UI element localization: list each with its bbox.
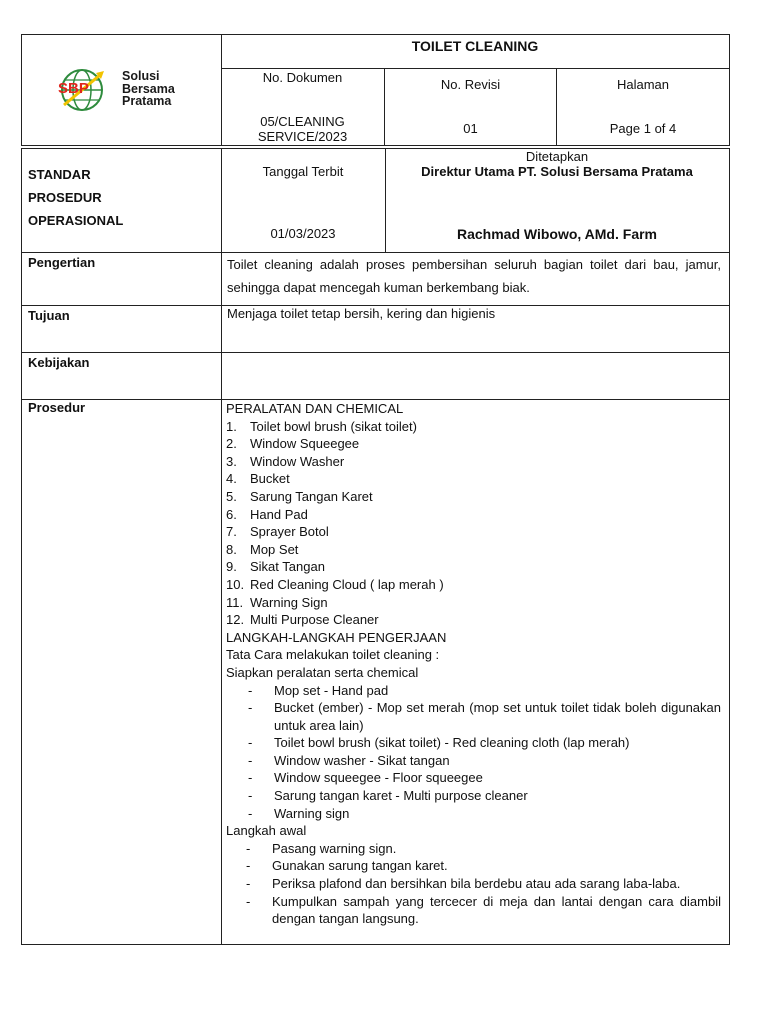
list-item: 2. Window Squeegee	[226, 436, 360, 452]
siapkan-text: Siapkan peralatan serta chemical	[226, 664, 419, 680]
list-item: - Periksa plafond dan bersihkan bila berdebu atau ada sarang laba-laba.	[246, 876, 681, 892]
sop-label-line-1: STANDAR	[28, 167, 91, 182]
pengertian-label: Pengertian	[28, 255, 96, 270]
list-item: - Kumpulkan sampah yang tercecer di meja dan lantai dengan cara diambil dengan tangan langsung.	[246, 893, 721, 927]
list-item: 8. Mop Set	[226, 541, 299, 557]
revision-value: 01	[463, 121, 478, 136]
tools-heading: PERALATAN DAN CHEMICAL	[226, 401, 404, 416]
tata-cara-text: Tata Cara melakukan toilet cleaning :	[226, 647, 440, 663]
list-item: 11. Warning Sign	[226, 594, 328, 610]
sop-row	[22, 149, 729, 253]
siapkan-list	[226, 682, 721, 823]
document-title: TOILET CLEANING	[221, 35, 729, 69]
prosedur-label: Prosedur	[28, 400, 86, 415]
list-item: - Pasang warning sign.	[246, 840, 397, 856]
logo-word-1: Solusi	[122, 69, 160, 83]
list-item: - Bucket (ember) - Mop set merah (mop set untuk toilet tidak boleh digunakan untuk area lain)	[248, 700, 721, 733]
list-item: 12. Multi Purpose Cleaner	[226, 612, 379, 628]
kebijakan-row	[22, 353, 729, 400]
revision-label: No. Revisi	[440, 77, 501, 92]
revision-cell	[385, 69, 557, 145]
logo-word-2: Bersama	[122, 81, 175, 96]
sop-label-line-2: PROSEDUR	[28, 190, 102, 205]
company-logo	[52, 65, 202, 115]
steps-heading: LANGKAH-LANGKAH PENGERJAAN	[226, 629, 447, 645]
page-label: Halaman	[616, 77, 670, 92]
logo-word-3: Pratama	[122, 94, 172, 108]
issue-date-label: Tanggal Terbit	[262, 164, 344, 179]
list-item: - Window squeegee - Floor squeegee	[248, 770, 483, 786]
sop-label-line-3: OPERASIONAL	[28, 213, 124, 228]
signer-name: Rachmad Wibowo, AMd. Farm	[456, 226, 658, 242]
doc-number-line-1: 05/CLEANING	[260, 114, 345, 129]
doc-number-value	[221, 114, 384, 144]
doc-number-line-2: SERVICE/2023	[257, 129, 348, 144]
list-item: 3. Window Washer	[226, 453, 345, 469]
kebijakan-label: Kebijakan	[28, 355, 90, 370]
list-item: - Mop set - Hand pad	[248, 682, 389, 698]
pengertian-row	[22, 253, 729, 306]
list-item: - Toilet bowl brush (sikat toilet) - Red cleaning cloth (lap merah)	[248, 735, 630, 751]
list-item: 9. Sikat Tangan	[226, 559, 325, 575]
logo-cell	[22, 35, 222, 145]
tools-list	[226, 418, 721, 629]
sop-body-table	[21, 148, 730, 945]
prosedur-content	[226, 400, 721, 928]
list-item: - Warning sign	[248, 805, 350, 821]
list-item: - Gunakan sarung tangan karet.	[246, 858, 448, 874]
page-value: Page 1 of 4	[609, 121, 677, 136]
globe-logo-icon	[52, 65, 122, 115]
ditetapkan-label: Ditetapkan	[525, 149, 589, 164]
tujuan-row	[22, 306, 729, 353]
director-title: Direktur Utama PT. Solusi Bersama Pratama	[421, 164, 693, 179]
list-item: 10. Red Cleaning Cloud ( lap merah )	[226, 576, 444, 592]
tujuan-text: Menjaga toilet tetap bersih, kering dan higienis	[227, 306, 496, 321]
list-item: 7. Sprayer Botol	[226, 524, 329, 540]
issue-date-value: 01/03/2023	[270, 226, 336, 241]
sop-label	[28, 163, 123, 232]
page-cell	[557, 69, 729, 145]
list-item: 5. Sarung Tangan Karet	[226, 488, 373, 504]
tujuan-label: Tujuan	[28, 308, 70, 323]
document-header-table	[21, 34, 730, 146]
list-item: - Sarung tangan karet - Multi purpose cleaner	[248, 788, 528, 804]
logo-mark: SBP	[58, 80, 89, 97]
list-item: - Window washer - Sikat tangan	[248, 752, 450, 768]
logo-wordmark	[122, 70, 175, 108]
list-item: 6. Hand Pad	[226, 506, 308, 522]
langkah-awal-heading: Langkah awal	[226, 823, 307, 839]
doc-number-label: No. Dokumen	[262, 70, 343, 85]
pengertian-text: Toilet cleaning adalah proses pembersihan seluruh bagian toilet dari bau, jamur, sehingga dapat mencegah kuman berkembang biak.	[227, 257, 721, 295]
langkah-awal-list	[226, 840, 721, 928]
list-item: 4. Bucket	[226, 471, 290, 487]
doc-number-cell	[221, 69, 385, 145]
list-item: 1. Toilet bowl brush (sikat toilet)	[226, 418, 417, 434]
